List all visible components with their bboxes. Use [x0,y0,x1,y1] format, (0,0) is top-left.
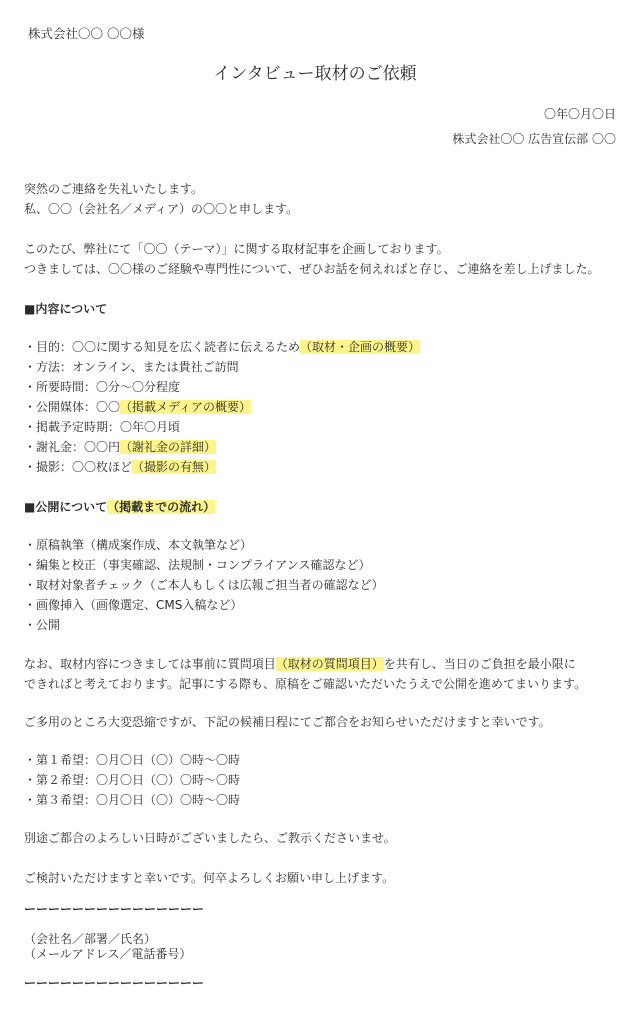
item-text: ・所要時間：〇分〜〇分程度 [24,380,181,394]
list-item [24,439,216,455]
sender: 株式会社〇〇 広告宣伝部 〇〇 [452,132,616,146]
note-paragraph-line-2: できればと考えております。記事にする際も、原稿をご確認いただいたうえで公開を進めてまいります。 [24,677,587,691]
item-note: （取材・企画の概要） [300,340,421,354]
list-item [24,379,180,395]
note-text: なお、取材内容につきましては事前に質問項目 [24,657,276,671]
request-paragraph: ご多用のところ大変恐縮ですが、下記の候補日程にてご都合をお知らせいただけますと幸いです。 [24,715,551,729]
item-text: ・公開媒体：〇〇 [24,400,121,414]
content-heading: ■内容について [24,302,108,316]
list-item: ・画像挿入（画像選定、CMS入稿など） [24,598,243,612]
schedule-item: ・第３希望：〇月〇日（〇）〇時〜〇時 [24,793,241,807]
schedule-item: ・第２希望：〇月〇日（〇）〇時〜〇時 [24,773,241,787]
list-item [24,339,420,355]
item-text: ・撮影：〇〇枚ほど [24,460,133,474]
item-text: ・方法：オンライン、または貴社ご訪問 [24,360,239,374]
list-item [24,459,216,475]
intro-line-3: このたび、弊社にて「〇〇（テーマ）」に関する取材記事を企画しております。 [24,242,449,256]
list-item: ・取材対象者チェック（ご本人もしくは広報ご担当者の確認など） [24,578,384,592]
item-note: （謝礼金の詳細） [120,440,217,454]
recipient: 株式会社〇〇 〇〇様 [28,26,145,41]
signature-line-1: （会社名／部署／氏名） [24,932,157,946]
item-note: （掲載メディアの概要） [120,400,252,414]
list-item: ・原稿執筆（構成案作成、本文執筆など） [24,538,253,552]
letter-date: 〇年〇月〇日 [543,107,616,121]
publish-heading-note: （掲載までの流れ） [107,500,216,514]
publish-heading-text: ■公開について [24,500,108,514]
list-item [24,359,239,375]
signature-divider-bottom: ーーーーーーーーーーーーーーー [24,976,205,990]
closing-line-1: 別途ご都合のよろしい日時がございましたら、ご教示くださいませ。 [24,831,396,845]
signature-divider-top: ーーーーーーーーーーーーーーー [24,902,205,916]
list-item: ・公開 [24,618,61,632]
note-paragraph-line-1 [24,656,576,672]
signature-line-2: （メールアドレス／電話番号） [24,947,192,961]
intro-line-1: 突然のご連絡を失礼いたします。 [24,182,204,196]
schedule-item: ・第１希望：〇月〇日（〇）〇時〜〇時 [24,753,241,767]
letter-title: インタビュー取材のご依頼 [213,64,417,84]
list-item [24,399,251,415]
publish-heading [24,499,215,515]
item-text: ・目的：〇〇に関する知見を広く読者に伝えるため [24,340,301,354]
item-note: （撮影の有無） [132,460,217,474]
list-item [24,419,180,435]
intro-line-4: つきましては、〇〇様のご経験や専門性について、ぜひお話を伺えればと存じ、ご連絡を差し上げました。 [24,262,600,276]
item-text: ・掲載予定時期：〇年〇月頃 [24,420,181,434]
list-item: ・編集と校正（事実確認、法規制・コンプライアンス確認など） [24,558,371,572]
item-text: ・謝礼金：〇〇円 [24,440,121,454]
intro-line-2: 私、〇〇（会社名／メディア）の〇〇と申します。 [24,202,299,216]
note-text: を共有し、当日のご負担を最小限に [383,657,576,671]
closing-line-2: ご検討いただけますと幸いです。何卒よろしくお願い申し上げます。 [24,871,395,885]
note-highlight: （取材の質問項目） [275,657,384,671]
